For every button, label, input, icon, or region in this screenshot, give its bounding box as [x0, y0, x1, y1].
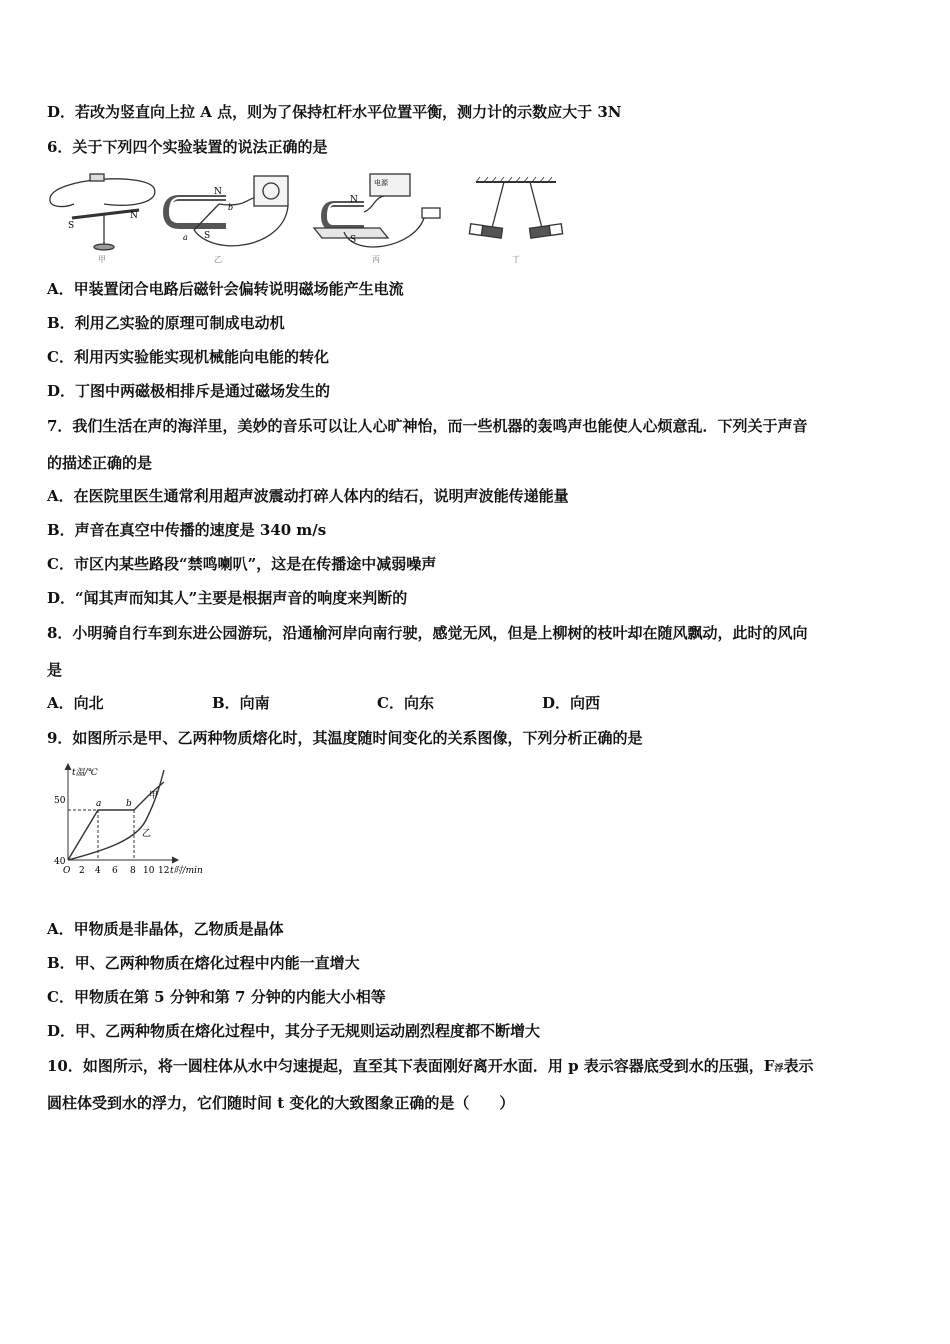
fig6-label-bing: 丙: [372, 255, 380, 264]
q9-xtick-4: 4: [95, 866, 101, 876]
q10-stem-line2: 圆柱体受到水的浮力，它们随时间 t 变化的大致图象正确的是（ ）: [47, 1094, 515, 1112]
fig6-yi-a: a: [183, 233, 188, 242]
q9-series-jia: 甲: [149, 791, 159, 801]
q9-point-b: b: [126, 799, 132, 809]
q9-xlabel: t时/min: [170, 866, 203, 876]
q9-option-c: C．甲物质在第 5 分钟和第 7 分钟的内能大小相等: [47, 988, 386, 1006]
q9-series-yi: 乙: [142, 829, 152, 839]
q9-option-b: B．甲、乙两种物质在熔化过程中内能一直增大: [47, 954, 360, 972]
q9-ytick-50: 50: [54, 796, 66, 806]
q9-point-a: a: [96, 799, 102, 809]
q8-option-c: C．向东: [377, 694, 434, 712]
q8-stem-line2: 是: [47, 661, 63, 679]
q10-stem-line1-main: 10．如图所示，将一圆柱体从水中匀速提起，直至其下表面刚好离开水面．用 p 表示容器底受到水的压强，F: [47, 1057, 775, 1075]
q9-xtick-12: 12: [158, 866, 170, 876]
q9-xtick-6: 6: [112, 866, 118, 876]
q9-ylabel: t温/℃: [72, 768, 98, 778]
fig6-yi-n: N: [214, 187, 222, 197]
q9-xtick-2: 2: [79, 866, 85, 876]
q9-curve-yi: [68, 770, 164, 860]
q9-ytick-40: 40: [54, 857, 66, 867]
q6-option-b: B．利用乙实验的原理可制成电动机: [47, 314, 285, 332]
q6-stem: 6．关于下列四个实验装置的说法正确的是: [47, 138, 328, 156]
q9-option-a: A．甲物质是非晶体，乙物质是晶体: [47, 920, 284, 938]
q7-option-d: D．“闻其声而知其人”主要是根据声音的响度来判断的: [47, 589, 408, 607]
fig6-yi-b: b: [228, 203, 234, 212]
q10-stem-subscript: 浮: [774, 1064, 784, 1074]
q8-option-d: D．向西: [542, 694, 601, 712]
q6-option-c: C．利用丙实验能实现机械能向电能的转化: [47, 348, 329, 366]
q6-option-a: A．甲装置闭合电路后磁针会偏转说明磁场能产生电流: [47, 280, 404, 298]
q6-option-d: D．丁图中两磁极相排斥是通过磁场发生的: [47, 382, 331, 400]
q9-graph: [46, 760, 216, 880]
q5-option-d: D．若改为竖直向上拉 A 点，则为了保持杠杆水平位置平衡，测力计的示数应大于 3N: [47, 103, 622, 121]
q6-figure: [44, 168, 564, 266]
fig6-ding: [469, 177, 562, 238]
q9-xtick-o: O: [63, 866, 71, 876]
fig6-label-yi: 乙: [214, 255, 222, 264]
fig6-jia-n: N: [130, 211, 138, 221]
fig6-yi-s: S: [204, 231, 211, 241]
q8-stem-line1: 8．小明骑自行车到东进公园游玩，沿通榆河岸向南行驶，感觉无风，但是上柳树的枝叶却在随风飘动，此时的风向: [47, 624, 808, 642]
q8-option-b: B．向南: [212, 694, 270, 712]
q9-xtick-10: 10: [143, 866, 155, 876]
fig6-jia-s: S: [68, 221, 75, 231]
q7-option-a: A．在医院里医生通常利用超声波震动打碎人体内的结石，说明声波能传递能量: [47, 487, 569, 505]
q9-option-d: D．甲、乙两种物质在熔化过程中，其分子无规则运动剧烈程度都不断增大: [47, 1022, 541, 1040]
q8-option-a: A．向北: [47, 694, 104, 712]
fig6-label-jia: 甲: [98, 255, 106, 264]
fig6-label-ding: 丁: [512, 255, 520, 264]
q9-xtick-8: 8: [130, 866, 136, 876]
fig6-bing-power: 电源: [374, 179, 388, 187]
fig6-jia: [50, 174, 155, 250]
q7-stem-line1: 7．我们生活在声的海洋里，美妙的音乐可以让人心旷神怡，而一些机器的轰鸣声也能使人心烦意乱．下列关于声音: [47, 417, 808, 435]
fig6-bing-s: S: [350, 235, 357, 245]
q7-option-b: B．声音在真空中传播的速度是 340 m/s: [47, 521, 327, 539]
q10-stem-line1: [47, 1056, 814, 1079]
fig6-bing-n: N: [350, 195, 358, 205]
q7-stem-line2: 的描述正确的是: [47, 454, 153, 472]
q9-stem: 9．如图所示是甲、乙两种物质熔化时，其温度随时间变化的关系图像，下列分析正确的是: [47, 729, 643, 747]
q10-stem-line1-end: 表示: [783, 1057, 814, 1075]
q7-option-c: C．市区内某些路段“禁鸣喇叭”，这是在传播途中减弱噪声: [47, 555, 437, 573]
